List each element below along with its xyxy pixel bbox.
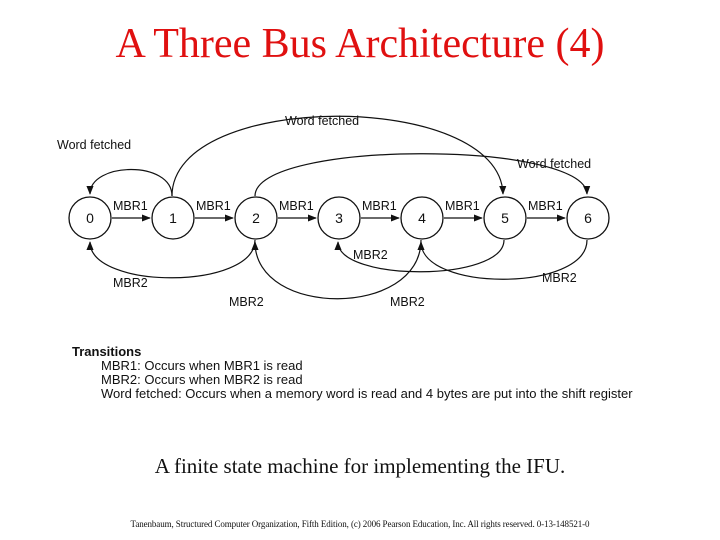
edge-label-mbr2-extra: MBR2 — [390, 295, 425, 309]
transitions-legend — [72, 344, 633, 401]
legend-item-mbr1: MBR1: Occurs when MBR1 is read — [101, 358, 303, 373]
legend-item-mbr2: MBR2: Occurs when MBR2 is read — [101, 372, 303, 387]
edge-1-0 — [90, 170, 172, 197]
edge-label-mbr2-2-0: MBR2 — [113, 276, 148, 290]
state-label-6: 6 — [584, 210, 592, 226]
edge-label-word-fetched-1-5: Word fetched — [285, 114, 360, 128]
edge-2-0 — [90, 240, 255, 278]
state-label-0: 0 — [86, 210, 94, 226]
edge-label-mbr2-5-3: MBR2 — [353, 248, 388, 262]
state-label-2: 2 — [252, 210, 260, 226]
edge-label-mbr1-5-6: MBR1 — [528, 199, 563, 213]
state-label-1: 1 — [169, 210, 177, 226]
edge-label-word-fetched-2-6: Word fetched — [517, 157, 592, 171]
state-label-5: 5 — [501, 210, 509, 226]
slide-title: A Three Bus Architecture (4) — [115, 21, 605, 67]
edge-label-mbr1-2-3: MBR1 — [279, 199, 314, 213]
edge-4-2 — [255, 240, 421, 299]
figure-caption: A finite state machine for implementing the IFU. — [154, 454, 566, 478]
edge-label-word-fetched-1-0: Word fetched — [57, 138, 132, 152]
edge-label-mbr1-0-1: MBR1 — [113, 199, 148, 213]
legend-title: Transitions — [72, 344, 142, 359]
legend-item-word-fetched: Word fetched: Occurs when a memory word is read and 4 bytes are put into the shift register — [101, 386, 633, 401]
state-label-4: 4 — [418, 210, 426, 226]
edge-label-mbr1-3-4: MBR1 — [362, 199, 397, 213]
state-label-3: 3 — [335, 210, 343, 226]
edge-label-mbr1-1-2: MBR1 — [196, 199, 231, 213]
copyright-credit: Tanenbaum, Structured Computer Organization, Fifth Edition, (c) 2006 Pearson Education, Inc. All rights reserved. 0-13-148521-0 — [130, 519, 590, 529]
edge-1-5 — [172, 116, 503, 196]
state-machine-diagram — [0, 100, 720, 330]
edge-label-mbr2-6-4: MBR2 — [542, 271, 577, 285]
edge-label-mbr1-4-5: MBR1 — [445, 199, 480, 213]
edge-label-mbr2-4-2: MBR2 — [229, 295, 264, 309]
